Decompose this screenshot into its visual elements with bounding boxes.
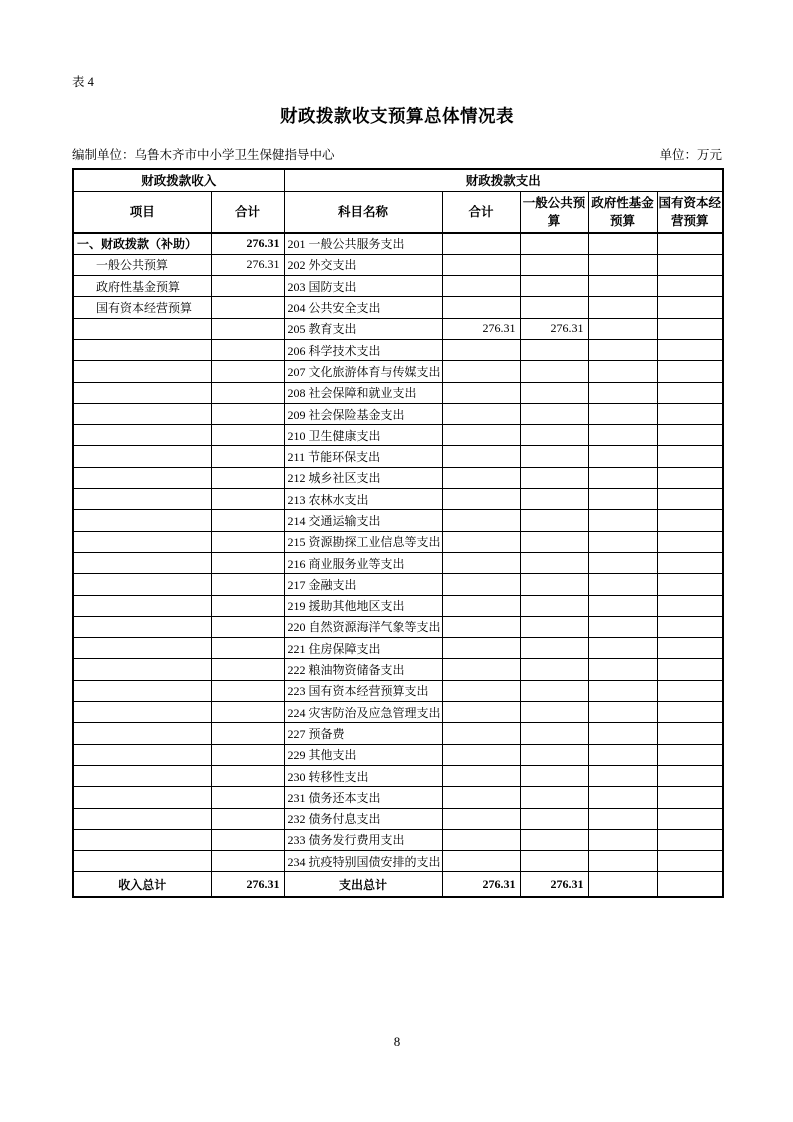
general-public-budget-cell [520, 467, 588, 488]
group-header-row [73, 169, 723, 191]
expenditure-subject-cell: 227 预备费 [284, 723, 442, 744]
state-capital-budget-cell [657, 616, 723, 637]
state-capital-budget-cell [657, 595, 723, 616]
info-row [72, 145, 722, 163]
income-grand-total-cell: 276.31 [211, 872, 284, 897]
general-public-budget-cell [520, 254, 588, 275]
income-item-cell [73, 446, 211, 467]
government-fund-budget-cell [588, 446, 657, 467]
table-row [73, 467, 723, 488]
general-public-budget-cell [520, 531, 588, 552]
state-capital-budget-cell [657, 318, 723, 339]
column-header-exp-total: 合计 [442, 191, 520, 233]
income-item-cell [73, 787, 211, 808]
expenditure-subject-cell: 233 债务发行费用支出 [284, 829, 442, 850]
expenditure-subject-cell: 219 援助其他地区支出 [284, 595, 442, 616]
state-capital-budget-cell [657, 446, 723, 467]
table-row [73, 403, 723, 424]
income-total-cell [211, 403, 284, 424]
table-row [73, 446, 723, 467]
government-fund-budget-cell [588, 808, 657, 829]
government-fund-budget-total-cell [588, 872, 657, 897]
income-total-cell [211, 297, 284, 318]
government-fund-budget-cell [588, 510, 657, 531]
income-item-cell [73, 702, 211, 723]
expenditure-subject-cell: 224 灾害防治及应急管理支出 [284, 702, 442, 723]
income-item-cell [73, 382, 211, 403]
state-capital-budget-cell [657, 254, 723, 275]
table-row [73, 787, 723, 808]
general-public-budget-cell [520, 489, 588, 510]
income-item-cell: 政府性基金预算 [73, 276, 211, 297]
income-total-cell [211, 638, 284, 659]
general-public-budget-cell [520, 574, 588, 595]
government-fund-budget-cell [588, 403, 657, 424]
state-capital-budget-cell [657, 361, 723, 382]
income-item-cell [73, 467, 211, 488]
income-total-cell [211, 851, 284, 872]
income-total-cell [211, 425, 284, 446]
state-capital-budget-cell [657, 489, 723, 510]
expenditure-subject-cell: 230 转移性支出 [284, 765, 442, 786]
expenditure-total-cell [442, 851, 520, 872]
table-row [73, 851, 723, 872]
expenditure-total-cell [442, 595, 520, 616]
general-public-budget-cell [520, 339, 588, 360]
income-total-cell [211, 787, 284, 808]
income-item-cell [73, 361, 211, 382]
expenditure-subject-cell: 216 商业服务业等支出 [284, 552, 442, 573]
income-item-cell [73, 744, 211, 765]
total-row [73, 872, 723, 897]
income-total-cell [211, 829, 284, 850]
general-public-budget-cell [520, 787, 588, 808]
general-public-budget-cell [520, 297, 588, 318]
column-header-income-item: 项目 [73, 191, 211, 233]
state-capital-budget-cell [657, 680, 723, 701]
table-row [73, 233, 723, 254]
income-item-cell [73, 595, 211, 616]
expenditure-total-cell [442, 254, 520, 275]
table-row [73, 702, 723, 723]
expenditure-total-cell [442, 616, 520, 637]
general-public-budget-cell [520, 765, 588, 786]
expenditure-total-cell [442, 446, 520, 467]
expenditure-subject-cell: 217 金融支出 [284, 574, 442, 595]
government-fund-budget-cell [588, 254, 657, 275]
general-public-budget-cell [520, 659, 588, 680]
income-item-cell [73, 403, 211, 424]
expenditure-subject-cell: 208 社会保障和就业支出 [284, 382, 442, 403]
state-capital-budget-cell [657, 765, 723, 786]
expenditure-total-cell [442, 765, 520, 786]
state-capital-budget-cell [657, 659, 723, 680]
income-total-cell [211, 702, 284, 723]
government-fund-budget-cell [588, 339, 657, 360]
general-public-budget-cell [520, 723, 588, 744]
expenditure-total-cell [442, 382, 520, 403]
table-row [73, 808, 723, 829]
general-public-budget-cell [520, 233, 588, 254]
income-total-cell [211, 382, 284, 403]
expenditure-subject-cell: 232 债务付息支出 [284, 808, 442, 829]
table-row [73, 425, 723, 446]
government-fund-budget-cell [588, 489, 657, 510]
income-item-cell [73, 723, 211, 744]
expenditure-total-cell [442, 829, 520, 850]
table-row [73, 659, 723, 680]
income-total-cell [211, 616, 284, 637]
income-total-cell [211, 552, 284, 573]
expenditure-subject-cell: 206 科学技术支出 [284, 339, 442, 360]
expenditure-subject-cell: 207 文化旅游体育与传媒支出 [284, 361, 442, 382]
government-fund-budget-cell [588, 744, 657, 765]
expenditure-subject-cell: 203 国防支出 [284, 276, 442, 297]
government-fund-budget-cell [588, 702, 657, 723]
expenditure-total-cell [442, 361, 520, 382]
expenditure-total-cell [442, 723, 520, 744]
expenditure-total-cell [442, 744, 520, 765]
table-row [73, 638, 723, 659]
expenditure-subject-cell: 234 抗疫特别国债安排的支出 [284, 851, 442, 872]
expenditure-total-cell [442, 552, 520, 573]
expenditure-total-cell [442, 467, 520, 488]
income-total-cell [211, 744, 284, 765]
government-fund-budget-cell [588, 425, 657, 446]
table-row [73, 318, 723, 339]
expenditure-subject-cell: 211 节能环保支出 [284, 446, 442, 467]
table-row [73, 339, 723, 360]
government-fund-budget-cell [588, 851, 657, 872]
government-fund-budget-cell [588, 659, 657, 680]
general-public-budget-cell [520, 425, 588, 446]
table-row [73, 382, 723, 403]
expenditure-total-cell [442, 425, 520, 446]
general-public-budget-cell [520, 595, 588, 616]
expenditure-total-cell [442, 276, 520, 297]
general-public-budget-cell [520, 744, 588, 765]
income-total-cell [211, 446, 284, 467]
column-header-row [73, 191, 723, 233]
state-capital-budget-cell [657, 510, 723, 531]
table-row [73, 723, 723, 744]
state-capital-budget-cell [657, 808, 723, 829]
income-item-cell [73, 808, 211, 829]
general-public-budget-cell [520, 808, 588, 829]
state-capital-budget-cell [657, 233, 723, 254]
expenditure-subject-cell: 202 外交支出 [284, 254, 442, 275]
expenditure-subject-cell: 201 一般公共服务支出 [284, 233, 442, 254]
government-fund-budget-cell [588, 723, 657, 744]
expenditure-subject-cell: 220 自然资源海洋气象等支出 [284, 616, 442, 637]
column-header-government-fund-budget: 政府性基金预算 [588, 191, 657, 233]
general-public-budget-total-cell: 276.31 [520, 872, 588, 897]
income-total-cell [211, 808, 284, 829]
general-public-budget-cell [520, 361, 588, 382]
income-item-cell [73, 638, 211, 659]
income-item-cell [73, 552, 211, 573]
expenditure-total-cell [442, 702, 520, 723]
expenditure-subject-cell: 209 社会保险基金支出 [284, 403, 442, 424]
income-total-cell [211, 318, 284, 339]
expenditure-total-cell [442, 297, 520, 318]
page-number: 8 [393, 1033, 401, 1049]
table-row [73, 489, 723, 510]
government-fund-budget-cell [588, 765, 657, 786]
expenditure-total-cell: 276.31 [442, 318, 520, 339]
general-public-budget-cell [520, 851, 588, 872]
income-total-cell [211, 510, 284, 531]
income-total-cell [211, 680, 284, 701]
government-fund-budget-cell [588, 233, 657, 254]
general-public-budget-cell: 276.31 [520, 318, 588, 339]
income-item-cell [73, 851, 211, 872]
unit-label: 单位：万元 [659, 148, 722, 162]
income-item-cell [73, 765, 211, 786]
expenditure-subject-cell: 229 其他支出 [284, 744, 442, 765]
state-capital-budget-cell [657, 339, 723, 360]
government-fund-budget-cell [588, 531, 657, 552]
expenditure-total-cell [442, 510, 520, 531]
state-capital-budget-cell [657, 382, 723, 403]
government-fund-budget-cell [588, 318, 657, 339]
general-public-budget-cell [520, 276, 588, 297]
income-total-cell [211, 276, 284, 297]
table-row [73, 680, 723, 701]
income-item-cell [73, 574, 211, 595]
expenditure-total-cell [442, 233, 520, 254]
table-row [73, 574, 723, 595]
income-item-cell [73, 489, 211, 510]
income-item-cell [73, 531, 211, 552]
income-item-cell [73, 680, 211, 701]
expenditure-total-cell [442, 638, 520, 659]
income-total-cell [211, 361, 284, 382]
income-total-cell [211, 595, 284, 616]
government-fund-budget-cell [588, 787, 657, 808]
government-fund-budget-cell [588, 467, 657, 488]
general-public-budget-cell [520, 702, 588, 723]
column-header-income-total: 合计 [211, 191, 284, 233]
table-row [73, 510, 723, 531]
expenditure-subject-cell: 204 公共安全支出 [284, 297, 442, 318]
general-public-budget-cell [520, 382, 588, 403]
table-row [73, 765, 723, 786]
income-total-cell [211, 467, 284, 488]
expenditure-subject-cell: 212 城乡社区支出 [284, 467, 442, 488]
income-total-cell [211, 339, 284, 360]
column-header-state-capital-budget: 国有资本经营预算 [657, 191, 723, 233]
income-item-cell: 国有资本经营预算 [73, 297, 211, 318]
government-fund-budget-cell [588, 616, 657, 637]
income-item-cell [73, 318, 211, 339]
general-public-budget-cell [520, 680, 588, 701]
state-capital-budget-total-cell [657, 872, 723, 897]
income-item-cell [73, 510, 211, 531]
income-total-cell [211, 574, 284, 595]
state-capital-budget-cell [657, 552, 723, 573]
government-fund-budget-cell [588, 552, 657, 573]
expenditure-grand-total-cell: 276.31 [442, 872, 520, 897]
expenditure-total-cell [442, 531, 520, 552]
income-item-cell [73, 829, 211, 850]
state-capital-budget-cell [657, 851, 723, 872]
income-item-cell [73, 339, 211, 360]
prepared-by-label: 编制单位：乌鲁木齐市中小学卫生保健指导中心 [72, 148, 335, 162]
income-total-label-cell: 收入总计 [73, 872, 211, 897]
table-row [73, 361, 723, 382]
expenditure-total-cell [442, 574, 520, 595]
sheet-label: 表 4 [72, 75, 94, 89]
income-total-cell [211, 765, 284, 786]
table-row [73, 531, 723, 552]
state-capital-budget-cell [657, 574, 723, 595]
expenditure-total-cell [442, 808, 520, 829]
expenditure-subject-cell: 221 住房保障支出 [284, 638, 442, 659]
government-fund-budget-cell [588, 276, 657, 297]
government-fund-budget-cell [588, 595, 657, 616]
government-fund-budget-cell [588, 574, 657, 595]
table-row [73, 744, 723, 765]
expenditure-subject-cell: 222 粮油物资储备支出 [284, 659, 442, 680]
table-row [73, 595, 723, 616]
expenditure-total-cell [442, 489, 520, 510]
government-fund-budget-cell [588, 638, 657, 659]
column-header-exp-subject: 科目名称 [284, 191, 442, 233]
income-item-cell [73, 425, 211, 446]
expenditure-subject-cell: 231 债务还本支出 [284, 787, 442, 808]
general-public-budget-cell [520, 403, 588, 424]
state-capital-budget-cell [657, 531, 723, 552]
general-public-budget-cell [520, 829, 588, 850]
state-capital-budget-cell [657, 638, 723, 659]
state-capital-budget-cell [657, 276, 723, 297]
income-group-header: 财政拨款收入 [73, 169, 284, 191]
expenditure-total-cell [442, 659, 520, 680]
income-total-cell: 276.31 [211, 254, 284, 275]
state-capital-budget-cell [657, 467, 723, 488]
general-public-budget-cell [520, 638, 588, 659]
table-body [73, 233, 723, 872]
page-title: 财政拨款收支预算总体情况表 [280, 106, 514, 126]
budget-table [72, 168, 724, 898]
state-capital-budget-cell [657, 297, 723, 318]
expenditure-subject-cell: 214 交通运输支出 [284, 510, 442, 531]
expenditure-total-cell [442, 403, 520, 424]
table-row [73, 552, 723, 573]
expenditure-total-cell [442, 339, 520, 360]
expenditure-subject-cell: 215 资源勘探工业信息等支出 [284, 531, 442, 552]
expenditure-total-cell [442, 787, 520, 808]
table-row [73, 297, 723, 318]
state-capital-budget-cell [657, 744, 723, 765]
income-total-cell [211, 531, 284, 552]
government-fund-budget-cell [588, 297, 657, 318]
general-public-budget-cell [520, 616, 588, 637]
general-public-budget-cell [520, 552, 588, 573]
expenditure-subject-cell: 205 教育支出 [284, 318, 442, 339]
state-capital-budget-cell [657, 425, 723, 446]
income-total-cell [211, 723, 284, 744]
state-capital-budget-cell [657, 702, 723, 723]
table-row [73, 276, 723, 297]
general-public-budget-cell [520, 446, 588, 467]
table-row [73, 254, 723, 275]
income-total-cell: 276.31 [211, 233, 284, 254]
expenditure-subject-cell: 213 农林水支出 [284, 489, 442, 510]
income-item-cell: 一般公共预算 [73, 254, 211, 275]
state-capital-budget-cell [657, 723, 723, 744]
government-fund-budget-cell [588, 829, 657, 850]
income-item-cell: 一、财政拨款（补助） [73, 233, 211, 254]
income-item-cell [73, 616, 211, 637]
government-fund-budget-cell [588, 680, 657, 701]
general-public-budget-cell [520, 510, 588, 531]
expenditure-subject-cell: 210 卫生健康支出 [284, 425, 442, 446]
government-fund-budget-cell [588, 382, 657, 403]
table-row [73, 616, 723, 637]
income-total-cell [211, 489, 284, 510]
income-total-cell [211, 659, 284, 680]
state-capital-budget-cell [657, 829, 723, 850]
expenditure-total-cell [442, 680, 520, 701]
table-row [73, 829, 723, 850]
state-capital-budget-cell [657, 787, 723, 808]
income-item-cell [73, 659, 211, 680]
column-header-general-public-budget: 一般公共预算 [520, 191, 588, 233]
government-fund-budget-cell [588, 361, 657, 382]
expenditure-total-label-cell: 支出总计 [284, 872, 442, 897]
expenditure-subject-cell: 223 国有资本经营预算支出 [284, 680, 442, 701]
state-capital-budget-cell [657, 403, 723, 424]
expenditure-group-header: 财政拨款支出 [284, 169, 723, 191]
